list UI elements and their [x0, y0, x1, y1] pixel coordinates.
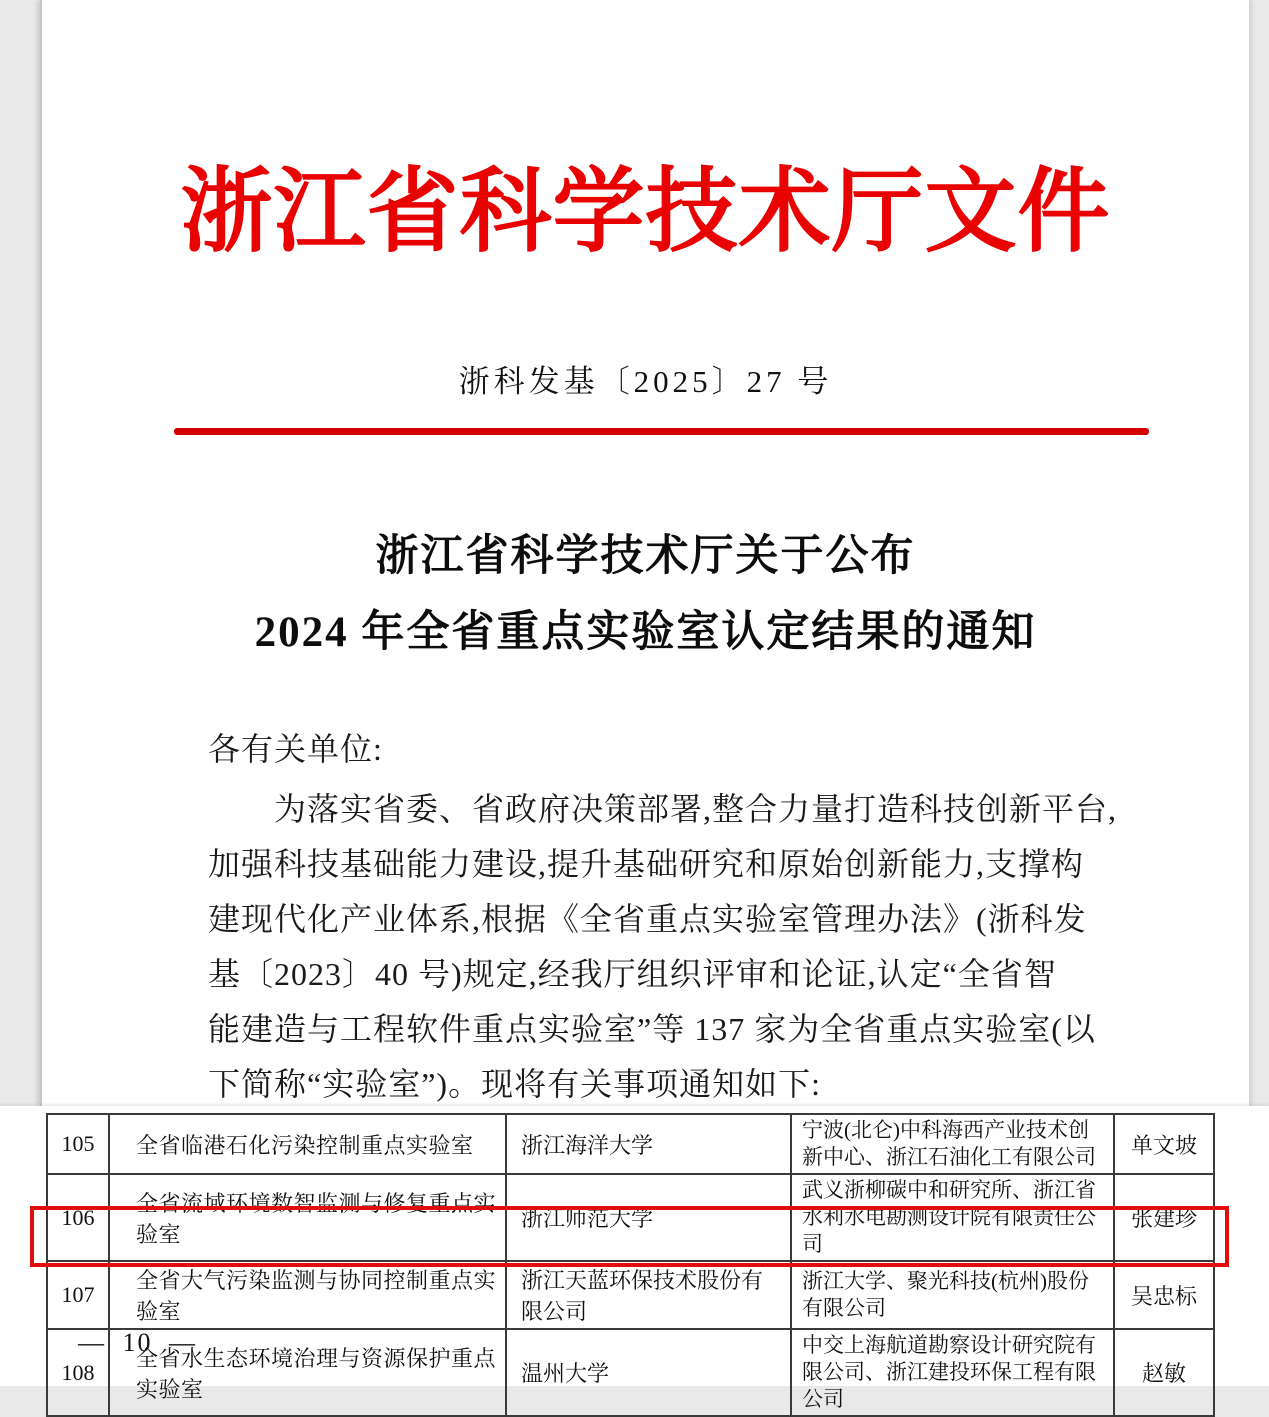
director-cell: 赵敏	[1114, 1329, 1214, 1416]
lab-name-cell: 全省流域环境数智监测与修复重点实验室	[109, 1174, 506, 1261]
key-lab-table	[46, 1113, 1215, 1417]
document-number: 浙科发基〔2025〕27 号	[458, 364, 833, 399]
document-page	[40, 0, 1249, 1106]
partners-cell: 浙江大学、聚光科技(杭州)股份有限公司	[791, 1261, 1114, 1329]
row-number-cell: 106	[47, 1174, 109, 1261]
body-line: 建现代化产业体系,根据《全省重点实验室管理办法》(浙科发	[208, 901, 1087, 937]
body-line: 基〔2023〕40 号)规定,经我厅组织评审和论证,认定“全省智	[208, 956, 1057, 992]
table-row	[47, 1174, 1214, 1261]
row-number-cell: 107	[47, 1261, 109, 1329]
body-paragraph	[208, 782, 1160, 1112]
body-line: 加强科技基础能力建设,提升基础研究和原始创新能力,支撑构	[208, 846, 1085, 882]
lab-table-section	[0, 1106, 1269, 1411]
lab-name-cell: 全省临港石化污染控制重点实验室	[109, 1114, 506, 1174]
red-divider-rule	[174, 428, 1149, 435]
partners-cell: 武义浙柳碳中和研究所、浙江省水利水电勘测设计院有限责任公司	[791, 1174, 1114, 1261]
notice-title-line1: 浙江省科学技术厅关于公布	[375, 533, 916, 580]
table-row	[47, 1329, 1214, 1416]
lab-name-cell: 全省大气污染监测与协同控制重点实验室	[109, 1261, 506, 1329]
notice-title-line2: 2024 年全省重点实验室认定结果的通知	[254, 609, 1037, 656]
table-row	[47, 1114, 1214, 1174]
lab-name-cell: 全省水生态环境治理与资源保护重点实验室	[109, 1329, 506, 1416]
institution-cell: 浙江师范大学	[506, 1174, 791, 1261]
institution-cell: 浙江天蓝环保技术股份有限公司	[506, 1261, 791, 1329]
partners-cell: 中交上海航道勘察设计研究院有限公司、浙江建投环保工程有限公司	[791, 1329, 1114, 1416]
letterhead-title: 浙江省科学技术厅文件	[180, 161, 1111, 263]
salutation: 各有关单位:	[208, 731, 383, 767]
page-number: — 10 —	[78, 1328, 197, 1357]
director-cell: 张建珍	[1114, 1174, 1214, 1261]
body-line: 下简称“实验室”)。现将有关事项通知如下:	[208, 1066, 821, 1102]
director-cell: 单文坡	[1114, 1114, 1214, 1174]
director-cell: 吴忠标	[1114, 1261, 1214, 1329]
row-number-cell: 108	[47, 1329, 109, 1416]
institution-cell: 浙江海洋大学	[506, 1114, 791, 1174]
institution-cell: 温州大学	[506, 1329, 791, 1416]
body-line: 为落实省委、省政府决策部署,整合力量打造科技创新平台,	[274, 791, 1118, 827]
row-number-cell: 105	[47, 1114, 109, 1174]
table-row-highlighted	[47, 1261, 1214, 1329]
body-line: 能建造与工程软件重点实验室”等 137 家为全省重点实验室(以	[208, 1011, 1096, 1047]
partners-cell: 宁波(北仑)中科海西产业技术创新中心、浙江石油化工有限公司	[791, 1114, 1114, 1174]
